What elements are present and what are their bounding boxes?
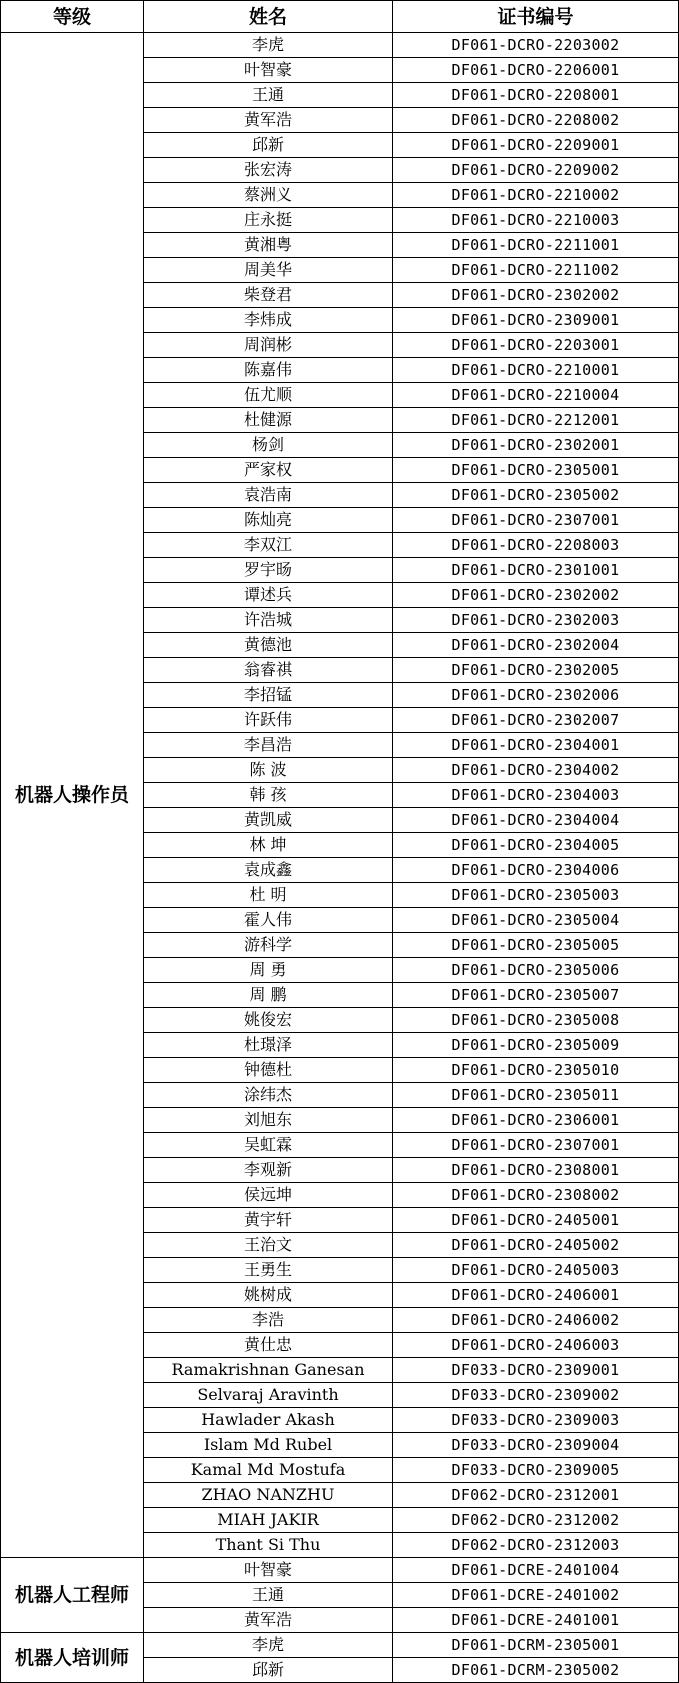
cert-number-cell: DF061-DCRO-2304003 xyxy=(393,783,679,808)
name-cell: 邱新 xyxy=(144,1658,393,1683)
cert-number-cell: DF061-DCRO-2305007 xyxy=(393,983,679,1008)
name-cell: 袁浩南 xyxy=(144,483,393,508)
header-level: 等级 xyxy=(1,1,144,33)
name-cell: 王勇生 xyxy=(144,1258,393,1283)
cert-number-cell: DF061-DCRO-2210003 xyxy=(393,208,679,233)
cert-number-cell: DF061-DCRO-2304006 xyxy=(393,858,679,883)
cert-number-cell: DF061-DCRO-2307001 xyxy=(393,1133,679,1158)
name-cell: 蔡洲义 xyxy=(144,183,393,208)
cert-number-cell: DF061-DCRO-2304004 xyxy=(393,808,679,833)
name-cell: 周润彬 xyxy=(144,333,393,358)
cert-number-cell: DF061-DCRO-2406002 xyxy=(393,1308,679,1333)
table-row xyxy=(1,33,679,58)
cert-number-cell: DF033-DCRO-2309003 xyxy=(393,1408,679,1433)
name-cell: 游科学 xyxy=(144,933,393,958)
cert-number-cell: DF061-DCRO-2305006 xyxy=(393,958,679,983)
cert-number-cell: DF061-DCRO-2208003 xyxy=(393,533,679,558)
table-row xyxy=(1,1633,679,1658)
cert-number-cell: DF061-DCRO-2308002 xyxy=(393,1183,679,1208)
cert-number-cell: DF061-DCRO-2306001 xyxy=(393,1108,679,1133)
name-cell: 涂纬杰 xyxy=(144,1083,393,1108)
name-cell: 柴登君 xyxy=(144,283,393,308)
name-cell: 李昌浩 xyxy=(144,733,393,758)
cert-number-cell: DF061-DCRO-2203001 xyxy=(393,333,679,358)
cert-number-cell: DF061-DCRO-2206001 xyxy=(393,58,679,83)
cert-number-cell: DF061-DCRO-2302002 xyxy=(393,283,679,308)
name-cell: 王通 xyxy=(144,83,393,108)
cert-number-cell: DF061-DCRO-2301001 xyxy=(393,558,679,583)
cert-number-cell: DF061-DCRO-2305008 xyxy=(393,1008,679,1033)
cert-number-cell: DF061-DCRO-2302005 xyxy=(393,658,679,683)
name-cell: 陈嘉伟 xyxy=(144,358,393,383)
name-cell: 黄宇轩 xyxy=(144,1208,393,1233)
cert-number-cell: DF062-DCRO-2312001 xyxy=(393,1483,679,1508)
name-cell: 韩 孩 xyxy=(144,783,393,808)
name-cell: 黄湘粤 xyxy=(144,233,393,258)
header-row xyxy=(1,1,679,33)
cert-number-cell: DF061-DCRO-2405002 xyxy=(393,1233,679,1258)
cert-number-cell: DF061-DCRO-2302007 xyxy=(393,708,679,733)
name-cell: 李浩 xyxy=(144,1308,393,1333)
name-cell: 黄仕忠 xyxy=(144,1333,393,1358)
table-body xyxy=(1,33,679,1683)
name-cell: 严家权 xyxy=(144,458,393,483)
cert-number-cell: DF033-DCRO-2309001 xyxy=(393,1358,679,1383)
cert-number-cell: DF061-DCRM-2305001 xyxy=(393,1633,679,1658)
name-cell: Thant Si Thu xyxy=(144,1533,393,1558)
name-cell: ZHAO NANZHU xyxy=(144,1483,393,1508)
header-name: 姓名 xyxy=(144,1,393,33)
cert-number-cell: DF061-DCRO-2208001 xyxy=(393,83,679,108)
cert-number-cell: DF061-DCRO-2210002 xyxy=(393,183,679,208)
cert-number-cell: DF061-DCRO-2307001 xyxy=(393,508,679,533)
name-cell: 庄永挺 xyxy=(144,208,393,233)
cert-number-cell: DF061-DCRO-2212001 xyxy=(393,408,679,433)
cert-number-cell: DF061-DCRO-2304005 xyxy=(393,833,679,858)
cert-number-cell: DF061-DCRO-2210001 xyxy=(393,358,679,383)
cert-number-cell: DF061-DCRM-2305002 xyxy=(393,1658,679,1683)
name-cell: 黄军浩 xyxy=(144,108,393,133)
cert-number-cell: DF061-DCRO-2309001 xyxy=(393,308,679,333)
name-cell: 翁睿祺 xyxy=(144,658,393,683)
name-cell: 陈 波 xyxy=(144,758,393,783)
cert-number-cell: DF061-DCRE-2401001 xyxy=(393,1608,679,1633)
name-cell: 周 鹏 xyxy=(144,983,393,1008)
cert-number-cell: DF061-DCRO-2211002 xyxy=(393,258,679,283)
name-cell: Ramakrishnan Ganesan xyxy=(144,1358,393,1383)
name-cell: 周 勇 xyxy=(144,958,393,983)
cert-number-cell: DF061-DCRO-2406001 xyxy=(393,1283,679,1308)
name-cell: Hawlader Akash xyxy=(144,1408,393,1433)
name-cell: 吴虹霖 xyxy=(144,1133,393,1158)
cert-number-cell: DF061-DCRE-2401004 xyxy=(393,1558,679,1583)
cert-number-cell: DF061-DCRO-2302002 xyxy=(393,583,679,608)
name-cell: 姚俊宏 xyxy=(144,1008,393,1033)
cert-number-cell: DF061-DCRO-2208002 xyxy=(393,108,679,133)
name-cell: Kamal Md Mostufa xyxy=(144,1458,393,1483)
name-cell: 王通 xyxy=(144,1583,393,1608)
name-cell: 杜璟泽 xyxy=(144,1033,393,1058)
cert-number-cell: DF061-DCRO-2405001 xyxy=(393,1208,679,1233)
name-cell: 袁成鑫 xyxy=(144,858,393,883)
name-cell: 王治文 xyxy=(144,1233,393,1258)
name-cell: 伍尤顺 xyxy=(144,383,393,408)
name-cell: 李观新 xyxy=(144,1158,393,1183)
cert-number-cell: DF061-DCRO-2305004 xyxy=(393,908,679,933)
name-cell: 钟德杜 xyxy=(144,1058,393,1083)
name-cell: 李炜成 xyxy=(144,308,393,333)
name-cell: Selvaraj Aravinth xyxy=(144,1383,393,1408)
name-cell: 罗宇旸 xyxy=(144,558,393,583)
name-cell: 黄德池 xyxy=(144,633,393,658)
cert-number-cell: DF061-DCRO-2211001 xyxy=(393,233,679,258)
name-cell: 陈灿亮 xyxy=(144,508,393,533)
name-cell: 李虎 xyxy=(144,33,393,58)
cert-number-cell: DF033-DCRO-2309005 xyxy=(393,1458,679,1483)
name-cell: 林 坤 xyxy=(144,833,393,858)
name-cell: 霍人伟 xyxy=(144,908,393,933)
cert-number-cell: DF061-DCRO-2305005 xyxy=(393,933,679,958)
name-cell: 杜健源 xyxy=(144,408,393,433)
name-cell: 许跃伟 xyxy=(144,708,393,733)
table-row xyxy=(1,1558,679,1583)
cert-number-cell: DF061-DCRE-2401002 xyxy=(393,1583,679,1608)
cert-number-cell: DF062-DCRO-2312003 xyxy=(393,1533,679,1558)
level-cell: 机器人培训师 xyxy=(1,1633,144,1683)
cert-number-cell: DF061-DCRO-2209002 xyxy=(393,158,679,183)
name-cell: 刘旭东 xyxy=(144,1108,393,1133)
cert-number-cell: DF062-DCRO-2312002 xyxy=(393,1508,679,1533)
cert-number-cell: DF061-DCRO-2405003 xyxy=(393,1258,679,1283)
cert-number-cell: DF061-DCRO-2302006 xyxy=(393,683,679,708)
cert-number-cell: DF061-DCRO-2302003 xyxy=(393,608,679,633)
cert-number-cell: DF061-DCRO-2305011 xyxy=(393,1083,679,1108)
name-cell: 李双江 xyxy=(144,533,393,558)
name-cell: 周美华 xyxy=(144,258,393,283)
level-cell: 机器人操作员 xyxy=(1,33,144,1558)
cert-number-cell: DF061-DCRO-2302001 xyxy=(393,433,679,458)
cert-number-cell: DF061-DCRO-2305003 xyxy=(393,883,679,908)
name-cell: 李虎 xyxy=(144,1633,393,1658)
cert-number-cell: DF061-DCRO-2305009 xyxy=(393,1033,679,1058)
cert-number-cell: DF061-DCRO-2406003 xyxy=(393,1333,679,1358)
name-cell: 叶智豪 xyxy=(144,58,393,83)
name-cell: 侯远坤 xyxy=(144,1183,393,1208)
name-cell: 黄凯威 xyxy=(144,808,393,833)
name-cell: 黄军浩 xyxy=(144,1608,393,1633)
cert-number-cell: DF033-DCRO-2309002 xyxy=(393,1383,679,1408)
name-cell: 许浩城 xyxy=(144,608,393,633)
name-cell: 邱新 xyxy=(144,133,393,158)
name-cell: 谭述兵 xyxy=(144,583,393,608)
name-cell: MIAH JAKIR xyxy=(144,1508,393,1533)
name-cell: Islam Md Rubel xyxy=(144,1433,393,1458)
cert-number-cell: DF033-DCRO-2309004 xyxy=(393,1433,679,1458)
level-cell: 机器人工程师 xyxy=(1,1558,144,1633)
name-cell: 李招锰 xyxy=(144,683,393,708)
cert-number-cell: DF061-DCRO-2304001 xyxy=(393,733,679,758)
cert-number-cell: DF061-DCRO-2305002 xyxy=(393,483,679,508)
name-cell: 张宏涛 xyxy=(144,158,393,183)
name-cell: 杨剑 xyxy=(144,433,393,458)
name-cell: 叶智豪 xyxy=(144,1558,393,1583)
name-cell: 姚树成 xyxy=(144,1283,393,1308)
cert-number-cell: DF061-DCRO-2305001 xyxy=(393,458,679,483)
cert-number-cell: DF061-DCRO-2302004 xyxy=(393,633,679,658)
cert-number-cell: DF061-DCRO-2210004 xyxy=(393,383,679,408)
name-cell: 杜 明 xyxy=(144,883,393,908)
cert-number-cell: DF061-DCRO-2305010 xyxy=(393,1058,679,1083)
cert-number-cell: DF061-DCRO-2209001 xyxy=(393,133,679,158)
cert-number-cell: DF061-DCRO-2203002 xyxy=(393,33,679,58)
header-cert: 证书编号 xyxy=(393,1,679,33)
cert-number-cell: DF061-DCRO-2304002 xyxy=(393,758,679,783)
cert-number-cell: DF061-DCRO-2308001 xyxy=(393,1158,679,1183)
